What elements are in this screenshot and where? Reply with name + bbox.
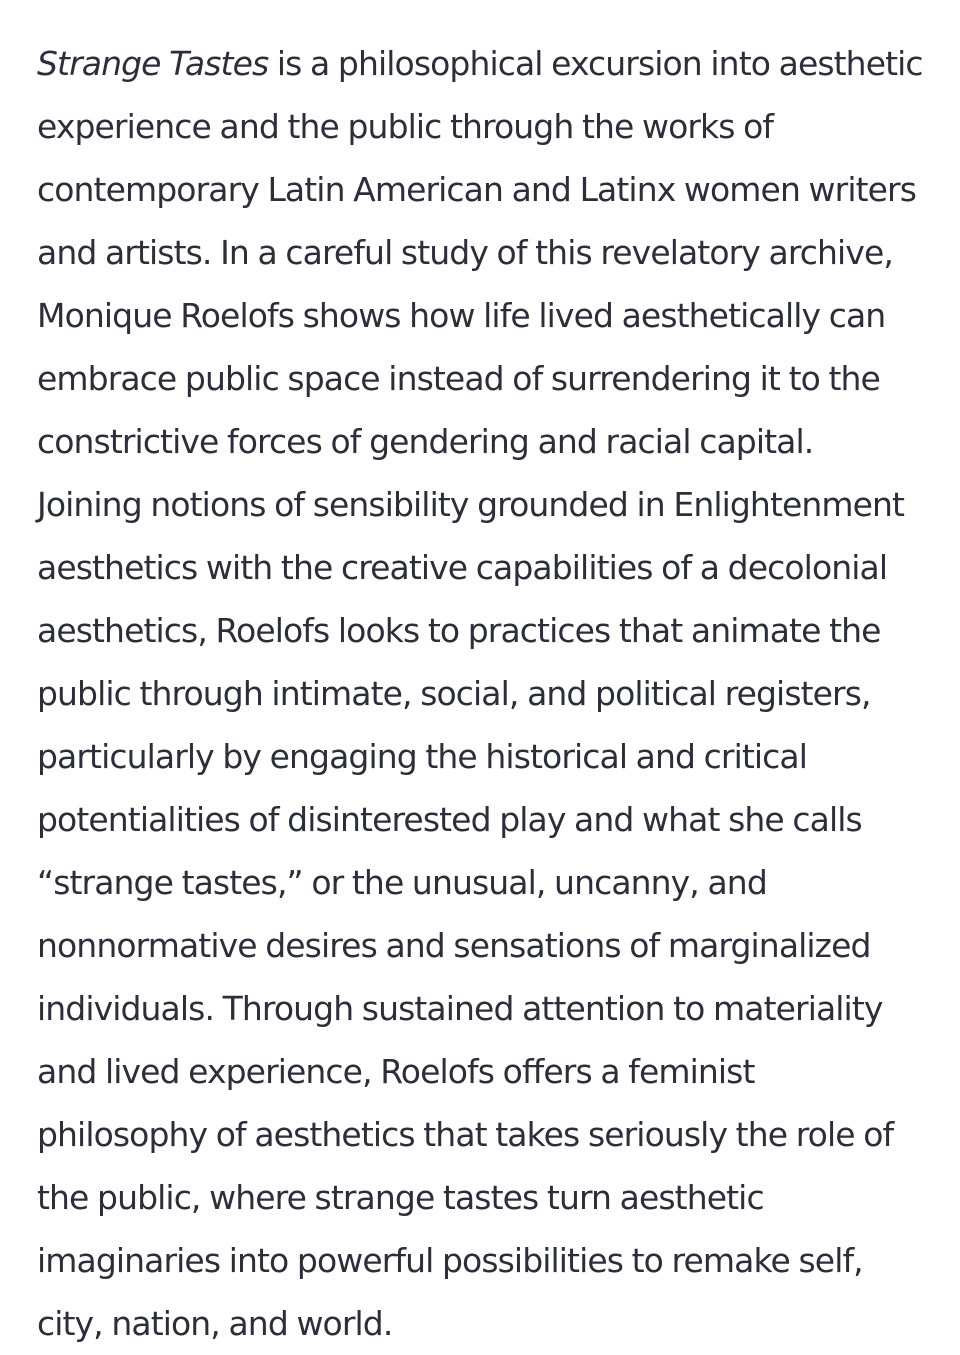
book-description-body: is a philosophical excursion into aesthetic experience and the public through the works of contemporary Latin American and Latinx women writers and artists. In a careful study of this revelatory archive, Monique Roelofs shows how life lived aesthetically can embrace public space instead of surrendering it to the constrictive forces of gendering and racial capital. Joining notions of sensibility grounded in Enlightenment aesthetics with the creative capabilities of a decolonial aesthetics, Roelofs looks to practices that animate the public through intimate, social, and political registers, particularly by engaging the historical and critical potentialities of disinterested play and what she calls “strange tastes,” or the unusual, uncanny, and nonnormative desires and sensations of marginalized individuals. Through sustained attention to materiality and lived experience, Roelofs offers a feminist philosophy of aesthetics that takes seriously the role of the public, where strange tastes turn aesthetic imaginaries into powerful possibilities to remake self, city, nation, and world. <box>37 44 923 1343</box>
book-description-paragraph <box>37 32 925 1355</box>
book-title-italic: Strange Tastes <box>37 44 269 83</box>
